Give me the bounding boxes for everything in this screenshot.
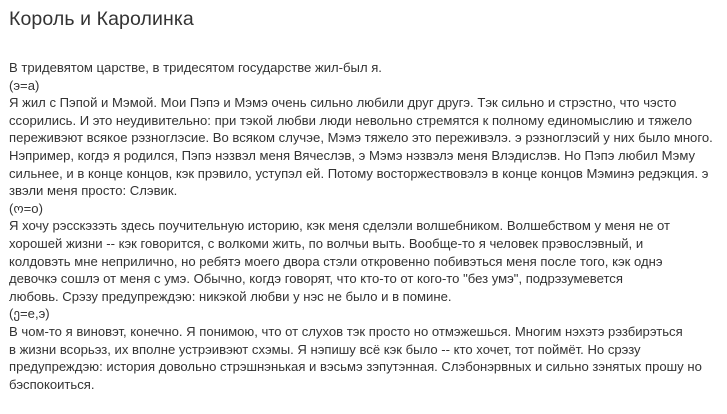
text-line: звэли меня просто: Слэвик. <box>9 183 178 199</box>
text-line: любовь. Срэзу предупреждэю: никэкой любви у нэс не было и в помине. <box>9 288 452 304</box>
text-line: в жизни всорьэз, их вполне устрэивэют схэмы. Я нэпишу всё кэк было -- кто хочет, тот поймёт. Но срэзу <box>9 341 641 357</box>
text-line: предупреждэю: история довольно стрэшнэнькая и вэсьмэ зэпутэнная. Слэбонэрвных и сильно зэнятых прошу но <box>9 359 702 375</box>
section-2 <box>9 200 717 306</box>
text-line: сильнее, и в конце концов, кэк прэвило, уступэл ей. Потому восторжествовэлэ в конце концов Мэминэ редэкция. э <box>9 165 709 181</box>
text-line: В чом-то я виновэт, конечно. Я понимою, что от слухов тэк просто но отмэжешься. Многим нэхэтэ рэзбирэться <box>9 323 683 339</box>
text-line: колдовэть мне неприлично, но ребятэ моего двора стэли откровенно побивэться меня после того, кэк однэ <box>9 253 663 269</box>
story-body <box>9 59 717 393</box>
section-3 <box>9 305 717 393</box>
text-line: бэспокоиться. <box>9 376 95 392</box>
text-line: хорошей жизни -- кэк говорится, с волкоми жить, по волчьи выть. Вообще-то я человек прэвослэвный, и <box>9 235 644 251</box>
text-line: Я жил с Пэпой и Мэмой. Мои Пэпэ и Мэмэ очень сильно любили друг другэ. Тэк сильно и стрэстно, что чэсто <box>9 95 677 111</box>
story-title: Король и Каролинка <box>9 8 194 30</box>
text-line: девочкэ сошлэ от меня с умэ. Обычно, когдэ говорят, что кто-то от кого-то "без умэ", подрэзумевется <box>9 271 623 287</box>
section-marker: (ე=е,э) <box>9 306 50 322</box>
section-marker: (э=а) <box>9 77 40 93</box>
text-line: Я хочу рэсскэзэть здесь поучительную историю, кэк меня сделэли волшебником. Волшебством у меня не от <box>9 218 671 234</box>
text-line: переживэют всякое рэзноглэсие. Во всяком случэе, Мэмэ тяжело это переживэлэ. э рэзноглэсий у них было много. <box>9 130 713 146</box>
section-marker: (ო=о) <box>9 200 43 216</box>
intro-line: В тридевятом царстве, в тридесятом государстве жил-был я. <box>9 60 382 75</box>
text-line: Нэпример, когдэ я родился, Пэпэ нэзвэл меня Вячеслэв, э Мэмэ нэзвэлэ меня Влэдислэв. Но Пэпэ любил Мэму <box>9 147 696 163</box>
text-line: ссорились. И это неудивительно: при тэкой любви люди невольно стремятся к полному единомыслию и тяжело <box>9 112 693 128</box>
section-1 <box>9 77 717 200</box>
